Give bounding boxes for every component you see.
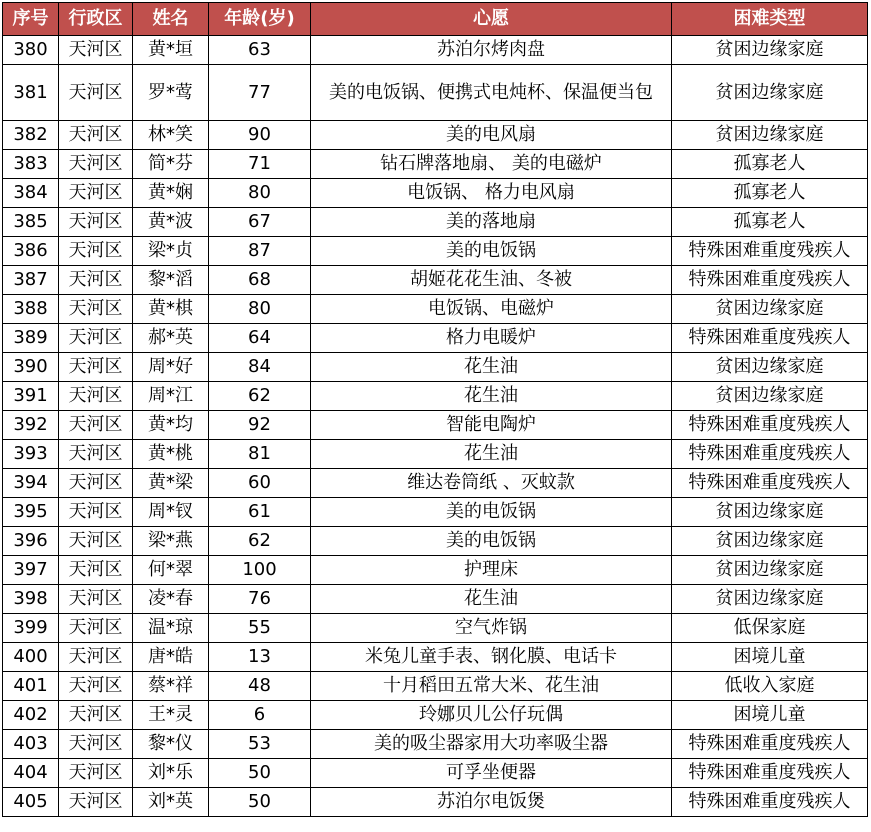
cell-wish: 胡姬花花生油、冬被 bbox=[311, 266, 672, 295]
table-row bbox=[3, 121, 868, 150]
cell-no: 395 bbox=[3, 498, 59, 527]
header-wish: 心愿 bbox=[311, 3, 672, 36]
cell-type: 特殊困难重度残疾人 bbox=[672, 324, 868, 353]
cell-wish: 美的电饭锅 bbox=[311, 527, 672, 556]
cell-name: 周*江 bbox=[133, 382, 209, 411]
cell-district: 天河区 bbox=[59, 788, 133, 817]
cell-age: 64 bbox=[209, 324, 311, 353]
cell-wish: 电饭锅、电磁炉 bbox=[311, 295, 672, 324]
cell-wish: 美的电饭锅、便携式电炖杯、保温便当包 bbox=[311, 65, 672, 121]
cell-no: 383 bbox=[3, 150, 59, 179]
cell-no: 389 bbox=[3, 324, 59, 353]
table-row bbox=[3, 237, 868, 266]
cell-district: 天河区 bbox=[59, 411, 133, 440]
cell-type: 特殊困难重度残疾人 bbox=[672, 237, 868, 266]
cell-type: 低保家庭 bbox=[672, 614, 868, 643]
cell-age: 92 bbox=[209, 411, 311, 440]
table-row bbox=[3, 382, 868, 411]
table-row bbox=[3, 730, 868, 759]
cell-no: 402 bbox=[3, 701, 59, 730]
cell-age: 50 bbox=[209, 788, 311, 817]
cell-no: 403 bbox=[3, 730, 59, 759]
table-row bbox=[3, 208, 868, 237]
cell-district: 天河区 bbox=[59, 208, 133, 237]
cell-wish: 可孚坐便器 bbox=[311, 759, 672, 788]
cell-district: 天河区 bbox=[59, 266, 133, 295]
cell-no: 381 bbox=[3, 65, 59, 121]
cell-wish: 美的吸尘器家用大功率吸尘器 bbox=[311, 730, 672, 759]
cell-district: 天河区 bbox=[59, 672, 133, 701]
cell-type: 困境儿童 bbox=[672, 701, 868, 730]
cell-district: 天河区 bbox=[59, 121, 133, 150]
cell-name: 蔡*祥 bbox=[133, 672, 209, 701]
cell-district: 天河区 bbox=[59, 585, 133, 614]
cell-type: 特殊困难重度残疾人 bbox=[672, 730, 868, 759]
cell-name: 唐*皓 bbox=[133, 643, 209, 672]
table-row bbox=[3, 324, 868, 353]
cell-district: 天河区 bbox=[59, 295, 133, 324]
cell-name: 简*芬 bbox=[133, 150, 209, 179]
wish-list-table bbox=[2, 2, 868, 817]
cell-wish: 十月稻田五常大米、花生油 bbox=[311, 672, 672, 701]
cell-no: 399 bbox=[3, 614, 59, 643]
header-district: 行政区 bbox=[59, 3, 133, 36]
cell-district: 天河区 bbox=[59, 643, 133, 672]
table-row bbox=[3, 179, 868, 208]
cell-no: 401 bbox=[3, 672, 59, 701]
table-row bbox=[3, 759, 868, 788]
cell-age: 62 bbox=[209, 527, 311, 556]
cell-wish: 美的电饭锅 bbox=[311, 237, 672, 266]
cell-name: 黄*波 bbox=[133, 208, 209, 237]
cell-name: 黄*均 bbox=[133, 411, 209, 440]
cell-no: 404 bbox=[3, 759, 59, 788]
cell-name: 黄*梁 bbox=[133, 469, 209, 498]
cell-type: 贫困边缘家庭 bbox=[672, 527, 868, 556]
cell-district: 天河区 bbox=[59, 556, 133, 585]
cell-name: 刘*英 bbox=[133, 788, 209, 817]
cell-age: 87 bbox=[209, 237, 311, 266]
cell-age: 80 bbox=[209, 179, 311, 208]
cell-type: 特殊困难重度残疾人 bbox=[672, 469, 868, 498]
cell-age: 48 bbox=[209, 672, 311, 701]
table-row bbox=[3, 353, 868, 382]
cell-age: 55 bbox=[209, 614, 311, 643]
header-no: 序号 bbox=[3, 3, 59, 36]
cell-district: 天河区 bbox=[59, 527, 133, 556]
cell-age: 67 bbox=[209, 208, 311, 237]
cell-type: 贫困边缘家庭 bbox=[672, 121, 868, 150]
cell-age: 50 bbox=[209, 759, 311, 788]
cell-age: 81 bbox=[209, 440, 311, 469]
cell-district: 天河区 bbox=[59, 150, 133, 179]
table-row bbox=[3, 150, 868, 179]
cell-age: 13 bbox=[209, 643, 311, 672]
cell-no: 384 bbox=[3, 179, 59, 208]
cell-wish: 花生油 bbox=[311, 382, 672, 411]
cell-name: 梁*贞 bbox=[133, 237, 209, 266]
table-row bbox=[3, 556, 868, 585]
cell-name: 黎*仪 bbox=[133, 730, 209, 759]
cell-wish: 美的落地扇 bbox=[311, 208, 672, 237]
cell-wish: 米兔儿童手表、钢化膜、电话卡 bbox=[311, 643, 672, 672]
cell-type: 贫困边缘家庭 bbox=[672, 353, 868, 382]
cell-no: 391 bbox=[3, 382, 59, 411]
cell-wish: 钻石牌落地扇、 美的电磁炉 bbox=[311, 150, 672, 179]
cell-type: 孤寡老人 bbox=[672, 179, 868, 208]
cell-district: 天河区 bbox=[59, 759, 133, 788]
table-row bbox=[3, 788, 868, 817]
cell-wish: 电饭锅、 格力电风扇 bbox=[311, 179, 672, 208]
cell-age: 6 bbox=[209, 701, 311, 730]
cell-age: 77 bbox=[209, 65, 311, 121]
cell-no: 398 bbox=[3, 585, 59, 614]
cell-no: 386 bbox=[3, 237, 59, 266]
cell-age: 61 bbox=[209, 498, 311, 527]
cell-name: 黄*棋 bbox=[133, 295, 209, 324]
cell-name: 郝*英 bbox=[133, 324, 209, 353]
cell-district: 天河区 bbox=[59, 179, 133, 208]
cell-age: 84 bbox=[209, 353, 311, 382]
cell-name: 王*灵 bbox=[133, 701, 209, 730]
table-body bbox=[3, 36, 868, 817]
cell-wish: 护理床 bbox=[311, 556, 672, 585]
cell-wish: 花生油 bbox=[311, 585, 672, 614]
table-row bbox=[3, 643, 868, 672]
cell-no: 396 bbox=[3, 527, 59, 556]
table-row bbox=[3, 65, 868, 121]
cell-district: 天河区 bbox=[59, 65, 133, 121]
cell-type: 特殊困难重度残疾人 bbox=[672, 759, 868, 788]
table-row bbox=[3, 411, 868, 440]
table-row bbox=[3, 469, 868, 498]
cell-no: 388 bbox=[3, 295, 59, 324]
table-row bbox=[3, 614, 868, 643]
cell-type: 特殊困难重度残疾人 bbox=[672, 411, 868, 440]
cell-name: 黄*娴 bbox=[133, 179, 209, 208]
cell-name: 何*翠 bbox=[133, 556, 209, 585]
header-type: 困难类型 bbox=[672, 3, 868, 36]
cell-type: 孤寡老人 bbox=[672, 208, 868, 237]
table-row bbox=[3, 266, 868, 295]
cell-type: 特殊困难重度残疾人 bbox=[672, 788, 868, 817]
table-row bbox=[3, 295, 868, 324]
cell-no: 394 bbox=[3, 469, 59, 498]
cell-wish: 玲娜贝儿公仔玩偶 bbox=[311, 701, 672, 730]
table-row bbox=[3, 672, 868, 701]
cell-name: 周*好 bbox=[133, 353, 209, 382]
cell-type: 贫困边缘家庭 bbox=[672, 382, 868, 411]
cell-type: 贫困边缘家庭 bbox=[672, 295, 868, 324]
header-age: 年龄(岁) bbox=[209, 3, 311, 36]
cell-name: 周*钗 bbox=[133, 498, 209, 527]
cell-age: 68 bbox=[209, 266, 311, 295]
cell-no: 405 bbox=[3, 788, 59, 817]
cell-wish: 苏泊尔烤肉盘 bbox=[311, 36, 672, 65]
cell-no: 400 bbox=[3, 643, 59, 672]
cell-name: 黄*垣 bbox=[133, 36, 209, 65]
cell-name: 罗*莺 bbox=[133, 65, 209, 121]
cell-no: 390 bbox=[3, 353, 59, 382]
table-row bbox=[3, 701, 868, 730]
cell-type: 贫困边缘家庭 bbox=[672, 498, 868, 527]
cell-type: 困境儿童 bbox=[672, 643, 868, 672]
cell-type: 贫困边缘家庭 bbox=[672, 65, 868, 121]
cell-name: 黎*滔 bbox=[133, 266, 209, 295]
cell-district: 天河区 bbox=[59, 237, 133, 266]
cell-wish: 美的电风扇 bbox=[311, 121, 672, 150]
cell-no: 387 bbox=[3, 266, 59, 295]
cell-wish: 苏泊尔电饭煲 bbox=[311, 788, 672, 817]
cell-no: 397 bbox=[3, 556, 59, 585]
cell-age: 63 bbox=[209, 36, 311, 65]
cell-type: 特殊困难重度残疾人 bbox=[672, 266, 868, 295]
table-row bbox=[3, 498, 868, 527]
cell-no: 385 bbox=[3, 208, 59, 237]
cell-wish: 智能电陶炉 bbox=[311, 411, 672, 440]
cell-district: 天河区 bbox=[59, 730, 133, 759]
cell-district: 天河区 bbox=[59, 440, 133, 469]
cell-district: 天河区 bbox=[59, 701, 133, 730]
cell-no: 382 bbox=[3, 121, 59, 150]
cell-age: 100 bbox=[209, 556, 311, 585]
cell-age: 71 bbox=[209, 150, 311, 179]
cell-age: 76 bbox=[209, 585, 311, 614]
cell-type: 低收入家庭 bbox=[672, 672, 868, 701]
cell-wish: 花生油 bbox=[311, 440, 672, 469]
cell-wish: 格力电暖炉 bbox=[311, 324, 672, 353]
cell-wish: 美的电饭锅 bbox=[311, 498, 672, 527]
cell-wish: 花生油 bbox=[311, 353, 672, 382]
cell-no: 392 bbox=[3, 411, 59, 440]
table-row bbox=[3, 585, 868, 614]
table-row bbox=[3, 527, 868, 556]
cell-type: 贫困边缘家庭 bbox=[672, 36, 868, 65]
cell-type: 贫困边缘家庭 bbox=[672, 556, 868, 585]
cell-age: 80 bbox=[209, 295, 311, 324]
cell-name: 凌*春 bbox=[133, 585, 209, 614]
cell-type: 特殊困难重度残疾人 bbox=[672, 440, 868, 469]
cell-wish: 维达卷筒纸 、灭蚊款 bbox=[311, 469, 672, 498]
table-row bbox=[3, 440, 868, 469]
cell-age: 90 bbox=[209, 121, 311, 150]
cell-name: 黄*桃 bbox=[133, 440, 209, 469]
cell-name: 刘*乐 bbox=[133, 759, 209, 788]
cell-district: 天河区 bbox=[59, 324, 133, 353]
cell-district: 天河区 bbox=[59, 382, 133, 411]
wish-list-table-container bbox=[2, 2, 868, 817]
cell-district: 天河区 bbox=[59, 353, 133, 382]
table-header-row bbox=[3, 3, 868, 36]
cell-name: 林*笑 bbox=[133, 121, 209, 150]
cell-age: 60 bbox=[209, 469, 311, 498]
cell-age: 62 bbox=[209, 382, 311, 411]
cell-type: 贫困边缘家庭 bbox=[672, 585, 868, 614]
cell-district: 天河区 bbox=[59, 36, 133, 65]
cell-district: 天河区 bbox=[59, 614, 133, 643]
cell-age: 53 bbox=[209, 730, 311, 759]
header-name: 姓名 bbox=[133, 3, 209, 36]
cell-no: 393 bbox=[3, 440, 59, 469]
cell-type: 孤寡老人 bbox=[672, 150, 868, 179]
cell-wish: 空气炸锅 bbox=[311, 614, 672, 643]
cell-name: 梁*燕 bbox=[133, 527, 209, 556]
cell-district: 天河区 bbox=[59, 498, 133, 527]
table-row bbox=[3, 36, 868, 65]
cell-district: 天河区 bbox=[59, 469, 133, 498]
cell-name: 温*琼 bbox=[133, 614, 209, 643]
cell-no: 380 bbox=[3, 36, 59, 65]
